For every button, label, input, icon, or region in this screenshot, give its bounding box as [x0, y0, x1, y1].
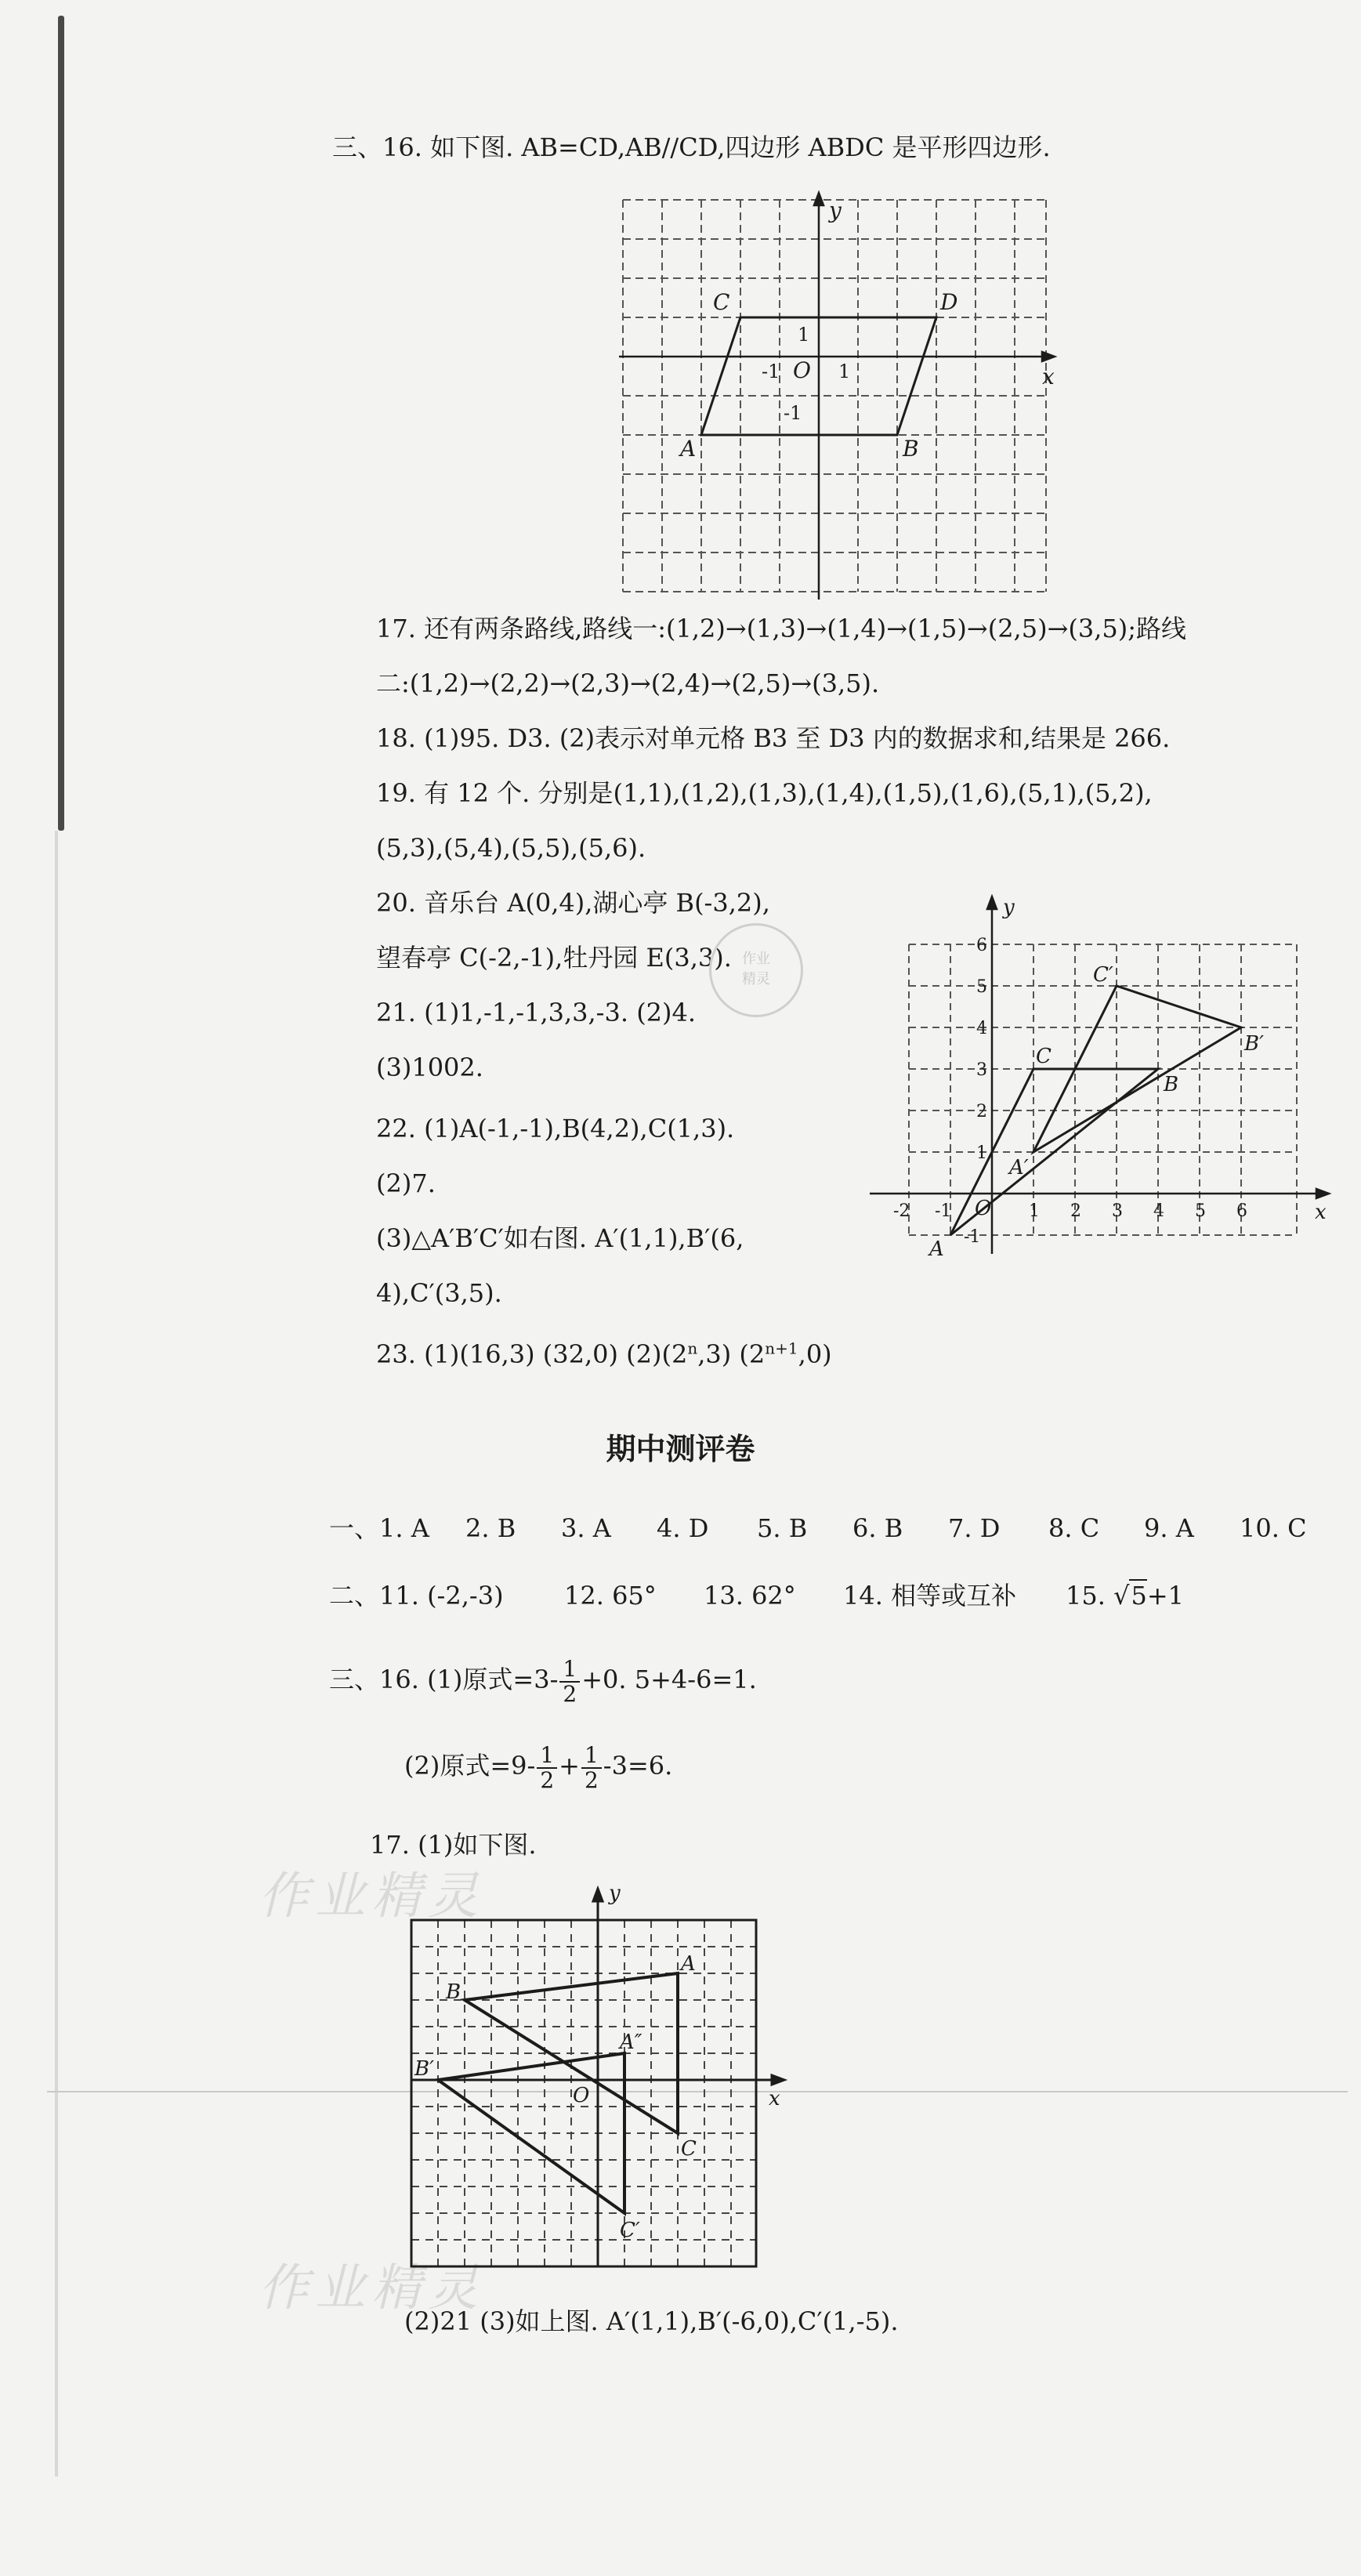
choice-10: 10. C	[1240, 1513, 1307, 1543]
label-origin: O	[573, 2084, 590, 2107]
label-B: B	[1164, 1073, 1179, 1096]
label-C: C	[1036, 1045, 1052, 1068]
label-A: A	[680, 436, 697, 462]
label-C: C	[713, 289, 730, 315]
svg-text:-1: -1	[964, 1227, 981, 1247]
q22-line4: 4),C′(3,5).	[376, 1278, 502, 1308]
q19-line2: (5,3),(5,4),(5,5),(5,6).	[376, 833, 646, 863]
q22-line3: (3)△A′B′C′如右图. A′(1,1),B′(6,	[376, 1223, 744, 1253]
choice-7: 7. D	[948, 1513, 1001, 1543]
svg-text:6: 6	[976, 936, 987, 955]
svg-text:1: 1	[798, 324, 810, 346]
choice-8: 8. C	[1048, 1513, 1100, 1543]
q13: 13. 62°	[704, 1581, 796, 1610]
binding-shadow	[55, 831, 58, 2476]
choice-1: 一、1. A	[329, 1513, 429, 1543]
svg-text:4: 4	[976, 1019, 987, 1038]
watermark-1: 作业精灵	[259, 1868, 484, 1926]
label-B-prime: B′	[414, 2057, 435, 2081]
svg-text:-1: -1	[762, 360, 780, 382]
svg-text:6: 6	[1236, 1201, 1247, 1221]
label-C-prime: C′	[620, 2219, 640, 2242]
label-C: C	[681, 2137, 697, 2161]
s3-q16-1: 三、16. (1)原式=3- $\frac{1}{2}$ +0. 5+4-6=1.	[329, 1655, 757, 1707]
label-origin: O	[793, 357, 811, 383]
svg-text:1: 1	[838, 360, 851, 382]
q21-line1: 21. (1)1,-1,-1,3,3,-3. (2)4.	[376, 998, 697, 1027]
label-D: D	[940, 289, 958, 315]
binding-edge	[58, 16, 64, 831]
q17-line2: 二:(1,2)→(2,2)→(2,3)→(2,4)→(2,5)→(3,5).	[376, 668, 880, 698]
label-y: y	[1003, 896, 1015, 919]
label-x: x	[769, 2087, 780, 2110]
q22-line1: 22. (1)A(-1,-1),B(4,2),C(1,3).	[376, 1114, 735, 1143]
svg-text:-2: -2	[893, 1201, 910, 1221]
figure-triangle-translation	[870, 893, 1332, 1277]
figure-grid-triangles	[396, 1881, 787, 2288]
midterm-title: 期中测评卷	[606, 1432, 755, 1466]
svg-text:5: 5	[1195, 1201, 1206, 1221]
choice-2: 2. B	[465, 1513, 516, 1543]
choice-5: 5. B	[757, 1513, 808, 1543]
svg-text:3: 3	[976, 1060, 987, 1080]
label-B: B	[903, 436, 919, 462]
choice-3: 3. A	[561, 1513, 611, 1543]
label-x: x	[1042, 364, 1055, 389]
label-B-prime: B′	[1244, 1032, 1265, 1056]
s3-q16-2: (2)原式=9- $\frac{1}{2}$ + $\frac{1}{2}$ -3=6.	[404, 1741, 673, 1793]
label-A: A	[681, 1952, 696, 1976]
q15: 15. √5+1	[1066, 1581, 1184, 1610]
q23: 23. (1)(16,3) (32,0) (2)(2$^n$,3) $(2^{n+1},0)$	[376, 1339, 832, 1369]
svg-text:-1: -1	[784, 402, 802, 424]
s3-q17-2: (2)21 (3)如上图. A′(1,1),B′(-6,0),C′(1,-5).	[404, 2306, 899, 2336]
label-y: y	[609, 1882, 621, 1905]
figure-parallelogram	[619, 196, 1058, 603]
s3-q17-1: 17. (1)如下图.	[370, 1830, 537, 1860]
label-A-double-prime: A″	[620, 2031, 642, 2054]
q12: 12. 65°	[564, 1581, 657, 1610]
q20-line1: 20. 音乐台 A(0,4),湖心亭 B(-3,2),	[376, 888, 770, 918]
q18: 18. (1)95. D3. (2)表示对单元格 B3 至 D3 内的数据求和,结果是 266.	[376, 723, 1171, 753]
svg-text:2: 2	[1070, 1201, 1081, 1221]
label-y: y	[829, 197, 842, 223]
svg-text:5: 5	[976, 977, 987, 997]
label-A-prime: A′	[1009, 1156, 1029, 1179]
svg-text:1: 1	[1029, 1201, 1040, 1221]
label-origin: O	[975, 1197, 992, 1220]
q22-line2: (2)7.	[376, 1168, 436, 1198]
svg-text:3: 3	[1112, 1201, 1123, 1221]
label-B: B	[446, 1980, 462, 2004]
q11: 二、11. (-2,-3)	[329, 1581, 504, 1610]
label-A: A	[929, 1237, 944, 1261]
q17-line1: 17. 还有两条路线,路线一:(1,2)→(1,3)→(1,4)→(1,5)→(2,5)→(3,5);路线	[376, 614, 1187, 643]
choice-9: 9. A	[1144, 1513, 1194, 1543]
svg-text:-1: -1	[935, 1201, 952, 1221]
svg-text:4: 4	[1153, 1201, 1164, 1221]
q20-line2: 望春亭 C(-2,-1),牡丹园 E(3,3).	[376, 943, 732, 973]
choice-4: 4. D	[657, 1513, 709, 1543]
q19-line1: 19. 有 12 个. 分别是(1,1),(1,2),(1,3),(1,4),(1,5),(1,6),(5,1),(5,2),	[376, 778, 1153, 808]
label-C-prime: C′	[1093, 963, 1113, 987]
svg-text:2: 2	[976, 1102, 987, 1121]
q16-text: 三、16. 如下图. AB=CD,AB//CD,四边形 ABDC 是平形四边形.	[332, 132, 1051, 162]
q14: 14. 相等或互补	[843, 1581, 1017, 1610]
choice-6: 6. B	[852, 1513, 903, 1543]
watermark-stamp: 作业 精灵	[709, 923, 803, 1017]
q21-line2: (3)1002.	[376, 1053, 483, 1082]
svg-text:1: 1	[976, 1143, 987, 1163]
watermark-2: 作业精灵	[259, 2259, 484, 2317]
label-x: x	[1315, 1201, 1327, 1224]
